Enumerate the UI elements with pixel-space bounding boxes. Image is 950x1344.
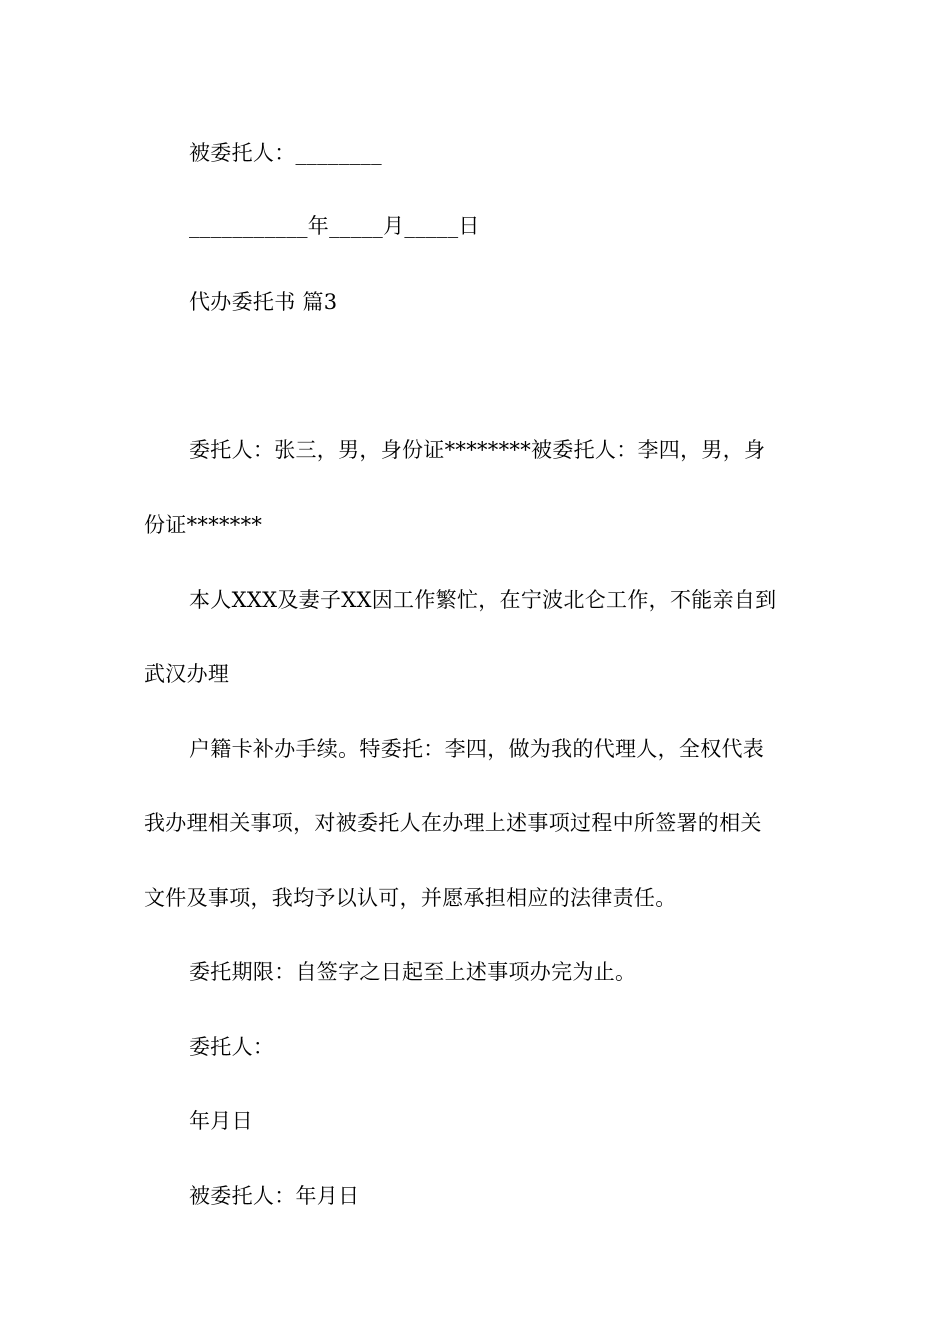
principal-info-continuation: 份证******* (144, 513, 263, 537)
entrustment-period-line: 委托期限：自签字之日起至上述事项办完为止。 (189, 960, 637, 984)
body-paragraph-line: 户籍卡补办手续。特委托：李四，做为我的代理人，全权代表 (189, 737, 765, 761)
body-paragraph-line: 本人XXX及妻子XX因工作繁忙，在宁波北仑工作，不能亲自到 (189, 588, 777, 612)
principal-info-line: 委托人：张三，男，身份证********被委托人：李四，男，身 (189, 438, 766, 462)
body-paragraph-line: 武汉办理 (144, 662, 230, 686)
date-line: ___________年_____月_____日 (189, 214, 480, 238)
body-paragraph-line: 我办理相关事项，对被委托人在办理上述事项过程中所签署的相关 (144, 811, 762, 835)
principal-signature-label: 委托人： (189, 1035, 275, 1059)
section-title: 代办委托书 篇3 (189, 290, 338, 314)
trustee-signature-date-line: 被委托人：年月日 (189, 1184, 360, 1208)
body-paragraph-line: 文件及事项，我均予以认可，并愿承担相应的法律责任。 (144, 886, 677, 910)
trustee-signature-line: 被委托人：________ (189, 141, 382, 165)
principal-date-line: 年月日 (189, 1109, 253, 1133)
